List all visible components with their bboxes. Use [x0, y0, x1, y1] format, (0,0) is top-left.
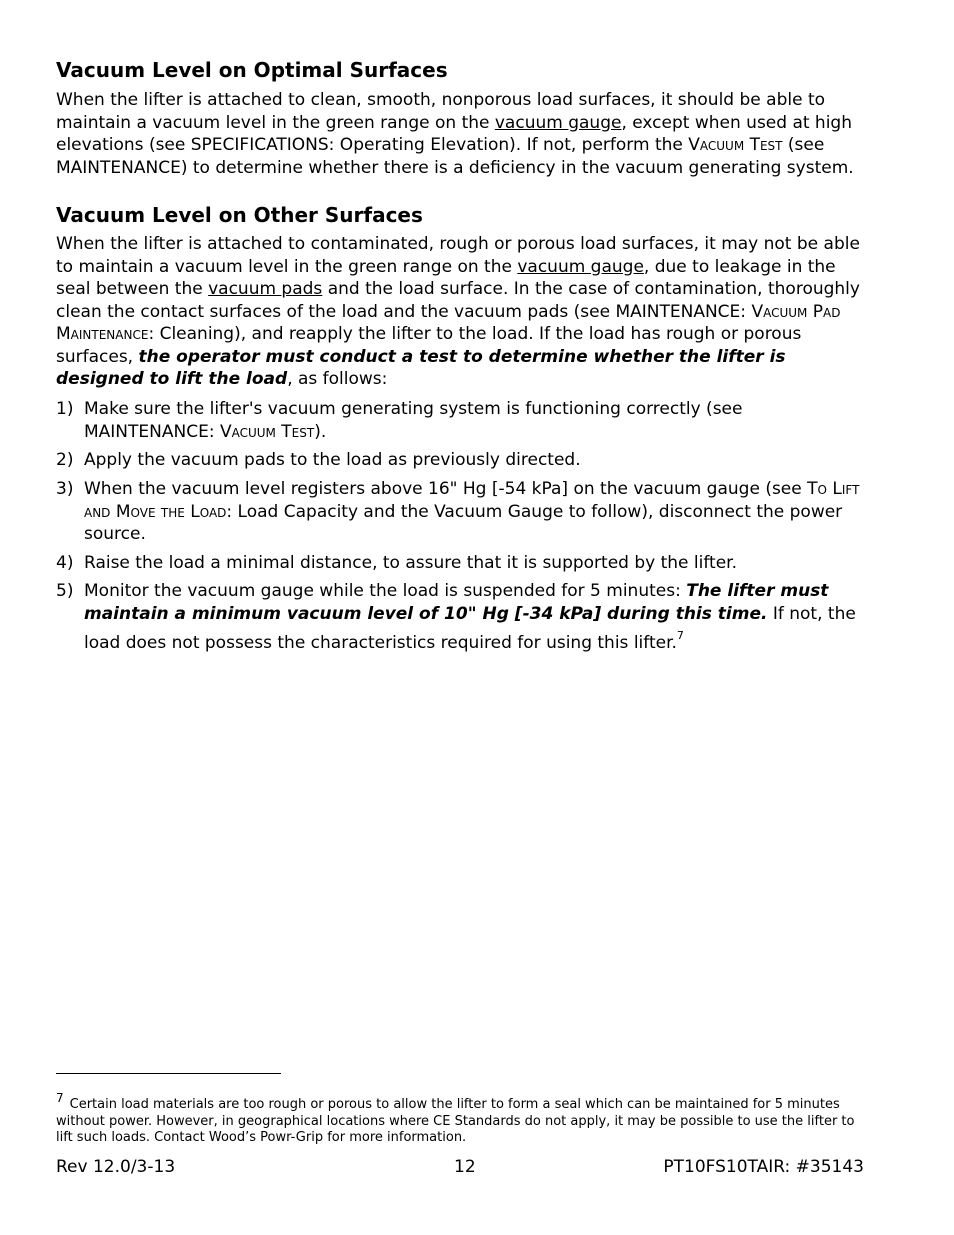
footnote-mark: 7 — [56, 1091, 64, 1105]
revision-label: Rev 12.0/3-13 — [56, 1157, 176, 1177]
warning-emphasis: The lifter must maintain a minimum vacuum level of 10" Hg [-34 kPa] during this time. — [84, 581, 829, 624]
text-run: : Cleaning), and reapply the lifter to the load. If the load has rough or porous surfaces, — [56, 324, 802, 367]
vacuum-gauge-link[interactable]: vacuum gauge — [494, 112, 622, 133]
text-run: , as follows: — [287, 369, 388, 389]
step-number: 5) — [56, 581, 74, 601]
text-run: , except when used at high elevations (see SPECIFICATIONS: Operating Elevation). If not, perform the — [56, 112, 852, 155]
text-run: When the lifter is attached to clean, smooth, nonporous load surfaces, it should be able to maintain a vacuum level in the green range on the — [56, 90, 826, 133]
steps-list-3 — [56, 478, 868, 546]
text-run: ). — [314, 421, 327, 442]
steps-list-5 — [56, 580, 868, 655]
text-run: When the lifter is attached to contaminated, rough or porous load surfaces, it may not be able to maintain a vacuum level in the green range on the — [56, 234, 860, 277]
text-run: When the vacuum level registers above 16" Hg [-54 kPa] on the vacuum gauge (see — [84, 479, 808, 499]
list-item — [56, 552, 868, 575]
vacuum-gauge-link[interactable]: vacuum gauge — [517, 256, 644, 277]
text-run: , due to leakage in the seal between the — [56, 256, 836, 299]
vacuum-test-reference: Vacuum Test — [219, 421, 315, 442]
section-heading-other-surfaces: Vacuum Level on Other Surfaces — [56, 203, 423, 227]
text-run: Monitor the vacuum gauge while the load is suspended for 5 minutes: — [84, 581, 687, 601]
text-run: (see MAINTENANCE) to determine whether there is a deficiency in the vacuum generating system. — [56, 135, 854, 178]
list-item — [56, 580, 868, 655]
text-run: Raise the load a minimal distance, to assure that it is supported by the lifter. — [84, 553, 738, 573]
document-id: PT10FS10TAIR: #35143 — [663, 1157, 864, 1177]
vacuum-pads-link[interactable]: vacuum pads — [208, 279, 323, 299]
footnote-reference[interactable]: 7 — [676, 629, 684, 642]
footnote-text: Certain load materials are too rough or porous to allow the lifter to form a seal which can be maintained for 5 minutes without power. However, in geographical locations where CE Standards do not apply, it may be possible to use the lifter to lift such loads. Contact Wood’s Powr-Grip for more information. — [56, 1097, 855, 1145]
text-run: : Load Capacity and the Vacuum Gauge to follow), disconnect the power source. — [84, 501, 843, 544]
steps-list-1 — [56, 398, 868, 443]
vacuum-pad-maintenance-reference: Vacuum Pad Maintenance — [56, 301, 841, 344]
list-item — [56, 398, 868, 443]
to-lift-and-move-reference: To Lift and Move the Load — [84, 479, 860, 522]
text-run: If not, the load does not possess the characteristics required for using this lifter. — [84, 603, 856, 653]
vacuum-test-reference: Vacuum Test — [688, 135, 783, 155]
text-run: Make sure the lifter's vacuum generating system is functioning correctly (see MAINTENANCE: — [84, 399, 743, 442]
section-heading-optimal-surfaces: Vacuum Level on Optimal Surfaces — [56, 58, 448, 82]
text-run: Apply the vacuum pads to the load as previously directed. — [84, 450, 581, 470]
step-number: 4) — [56, 553, 74, 573]
list-item — [56, 478, 868, 546]
footnote — [56, 1090, 871, 1147]
step-number: 1) — [56, 399, 74, 419]
footnote-divider — [56, 1073, 281, 1074]
warning-emphasis: the operator must conduct a test to determine whether the lifter is designed to lift the load — [56, 346, 786, 389]
paragraph-optimal-surfaces — [56, 89, 868, 179]
text-run: and the load surface. In the case of contamination, thoroughly clean the contact surfaces of the load and the vacuum pads (see MAINTENANCE: — [56, 279, 860, 322]
step-number: 2) — [56, 450, 74, 470]
step-number: 3) — [56, 479, 74, 499]
page-number: 12 — [454, 1157, 476, 1177]
steps-list-2 — [56, 449, 868, 472]
list-item — [56, 449, 868, 472]
steps-list-4 — [56, 552, 868, 575]
paragraph-other-surfaces — [56, 233, 868, 391]
page-footer — [56, 1157, 864, 1179]
